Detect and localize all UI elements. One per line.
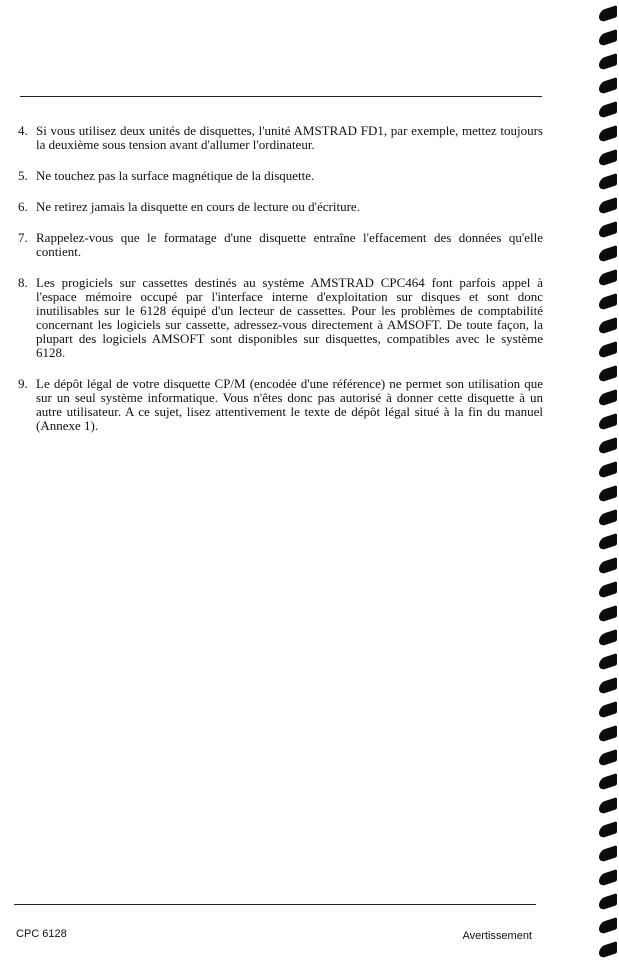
binding-ring: [599, 749, 617, 767]
list-item: [18, 124, 543, 152]
spiral-binding: [593, 0, 619, 972]
footer-rule: [14, 904, 536, 905]
binding-ring: [599, 941, 617, 959]
binding-ring: [599, 461, 617, 479]
binding-ring: [599, 77, 617, 95]
binding-ring: [599, 149, 617, 167]
header-rule: [20, 96, 542, 97]
item-number: 8.: [18, 275, 28, 290]
binding-ring: [599, 581, 617, 599]
binding-ring: [599, 485, 617, 503]
binding-ring: [599, 29, 617, 47]
binding-ring: [599, 845, 617, 863]
list-item: [18, 231, 543, 259]
binding-ring: [599, 293, 617, 311]
binding-ring: [599, 341, 617, 359]
binding-ring: [599, 437, 617, 455]
item-text: Les progiciels sur cassettes destinés au système AMSTRAD CPC464 font parfois appel à l'espace mémoire occupé par l'interface interne d'exploitation sur disques et sont donc inutilisables sur le 6128 équipé d'un lecteur de cassettes. Pour les problèmes de comptabilité concernant les logiciels sur cassette, adressez-vous directement à AMSOFT. De toute façon, la plupart des logiciels AMSOFT sont disponibles sur disquettes, compatibles avec le système 6128.: [36, 275, 543, 360]
binding-ring: [599, 701, 617, 719]
binding-ring: [599, 173, 617, 191]
item-text: Si vous utilisez deux unités de disquettes, l'unité AMSTRAD FD1, par exemple, mettez toujours la deuxième sous tension avant d'allumer l'ordinateur.: [36, 123, 543, 152]
binding-ring: [599, 509, 617, 527]
item-number: 9.: [18, 376, 28, 391]
list-item: [18, 377, 543, 433]
binding-ring: [599, 725, 617, 743]
list-item: [18, 276, 543, 360]
binding-ring: [599, 605, 617, 623]
footer-product-name: CPC 6128: [16, 928, 67, 940]
binding-ring: [599, 917, 617, 935]
binding-ring: [599, 677, 617, 695]
item-text: Le dépôt légal de votre disquette CP/M (encodée d'une référence) ne permet son utilisation que sur un seul système informatique. Vous n'êtes donc pas autorisé à donner cette disquette à un autre utilisateur. A ce sujet, lisez attentivement le texte de dépôt légal situé à la fin du manuel (Annexe 1).: [36, 376, 543, 433]
numbered-list: [18, 124, 543, 450]
binding-ring: [599, 197, 617, 215]
list-item: [18, 169, 543, 183]
item-number: 6.: [18, 199, 28, 214]
item-number: 5.: [18, 168, 28, 183]
binding-ring: [599, 245, 617, 263]
binding-ring: [599, 653, 617, 671]
item-number: 7.: [18, 230, 28, 245]
binding-ring: [599, 557, 617, 575]
item-text: Ne retirez jamais la disquette en cours de lecture ou d'écriture.: [36, 199, 360, 214]
binding-ring: [599, 5, 617, 23]
binding-ring: [599, 125, 617, 143]
item-text: Ne touchez pas la surface magnétique de la disquette.: [36, 168, 315, 183]
binding-ring: [599, 629, 617, 647]
binding-ring: [599, 533, 617, 551]
binding-ring: [599, 101, 617, 119]
binding-ring: [599, 269, 617, 287]
binding-ring: [599, 53, 617, 71]
list-item: [18, 200, 543, 214]
item-text: Rappelez-vous que le formatage d'une disquette entraîne l'effacement des données qu'elle contient.: [36, 230, 543, 259]
binding-ring: [599, 389, 617, 407]
binding-ring: [599, 821, 617, 839]
binding-ring: [599, 365, 617, 383]
binding-ring: [599, 797, 617, 815]
binding-ring: [599, 413, 617, 431]
binding-ring: [599, 869, 617, 887]
footer-section-title: Avertissement: [462, 930, 532, 942]
binding-ring: [599, 893, 617, 911]
binding-ring: [599, 221, 617, 239]
binding-ring: [599, 317, 617, 335]
binding-ring: [599, 773, 617, 791]
item-number: 4.: [18, 123, 28, 138]
